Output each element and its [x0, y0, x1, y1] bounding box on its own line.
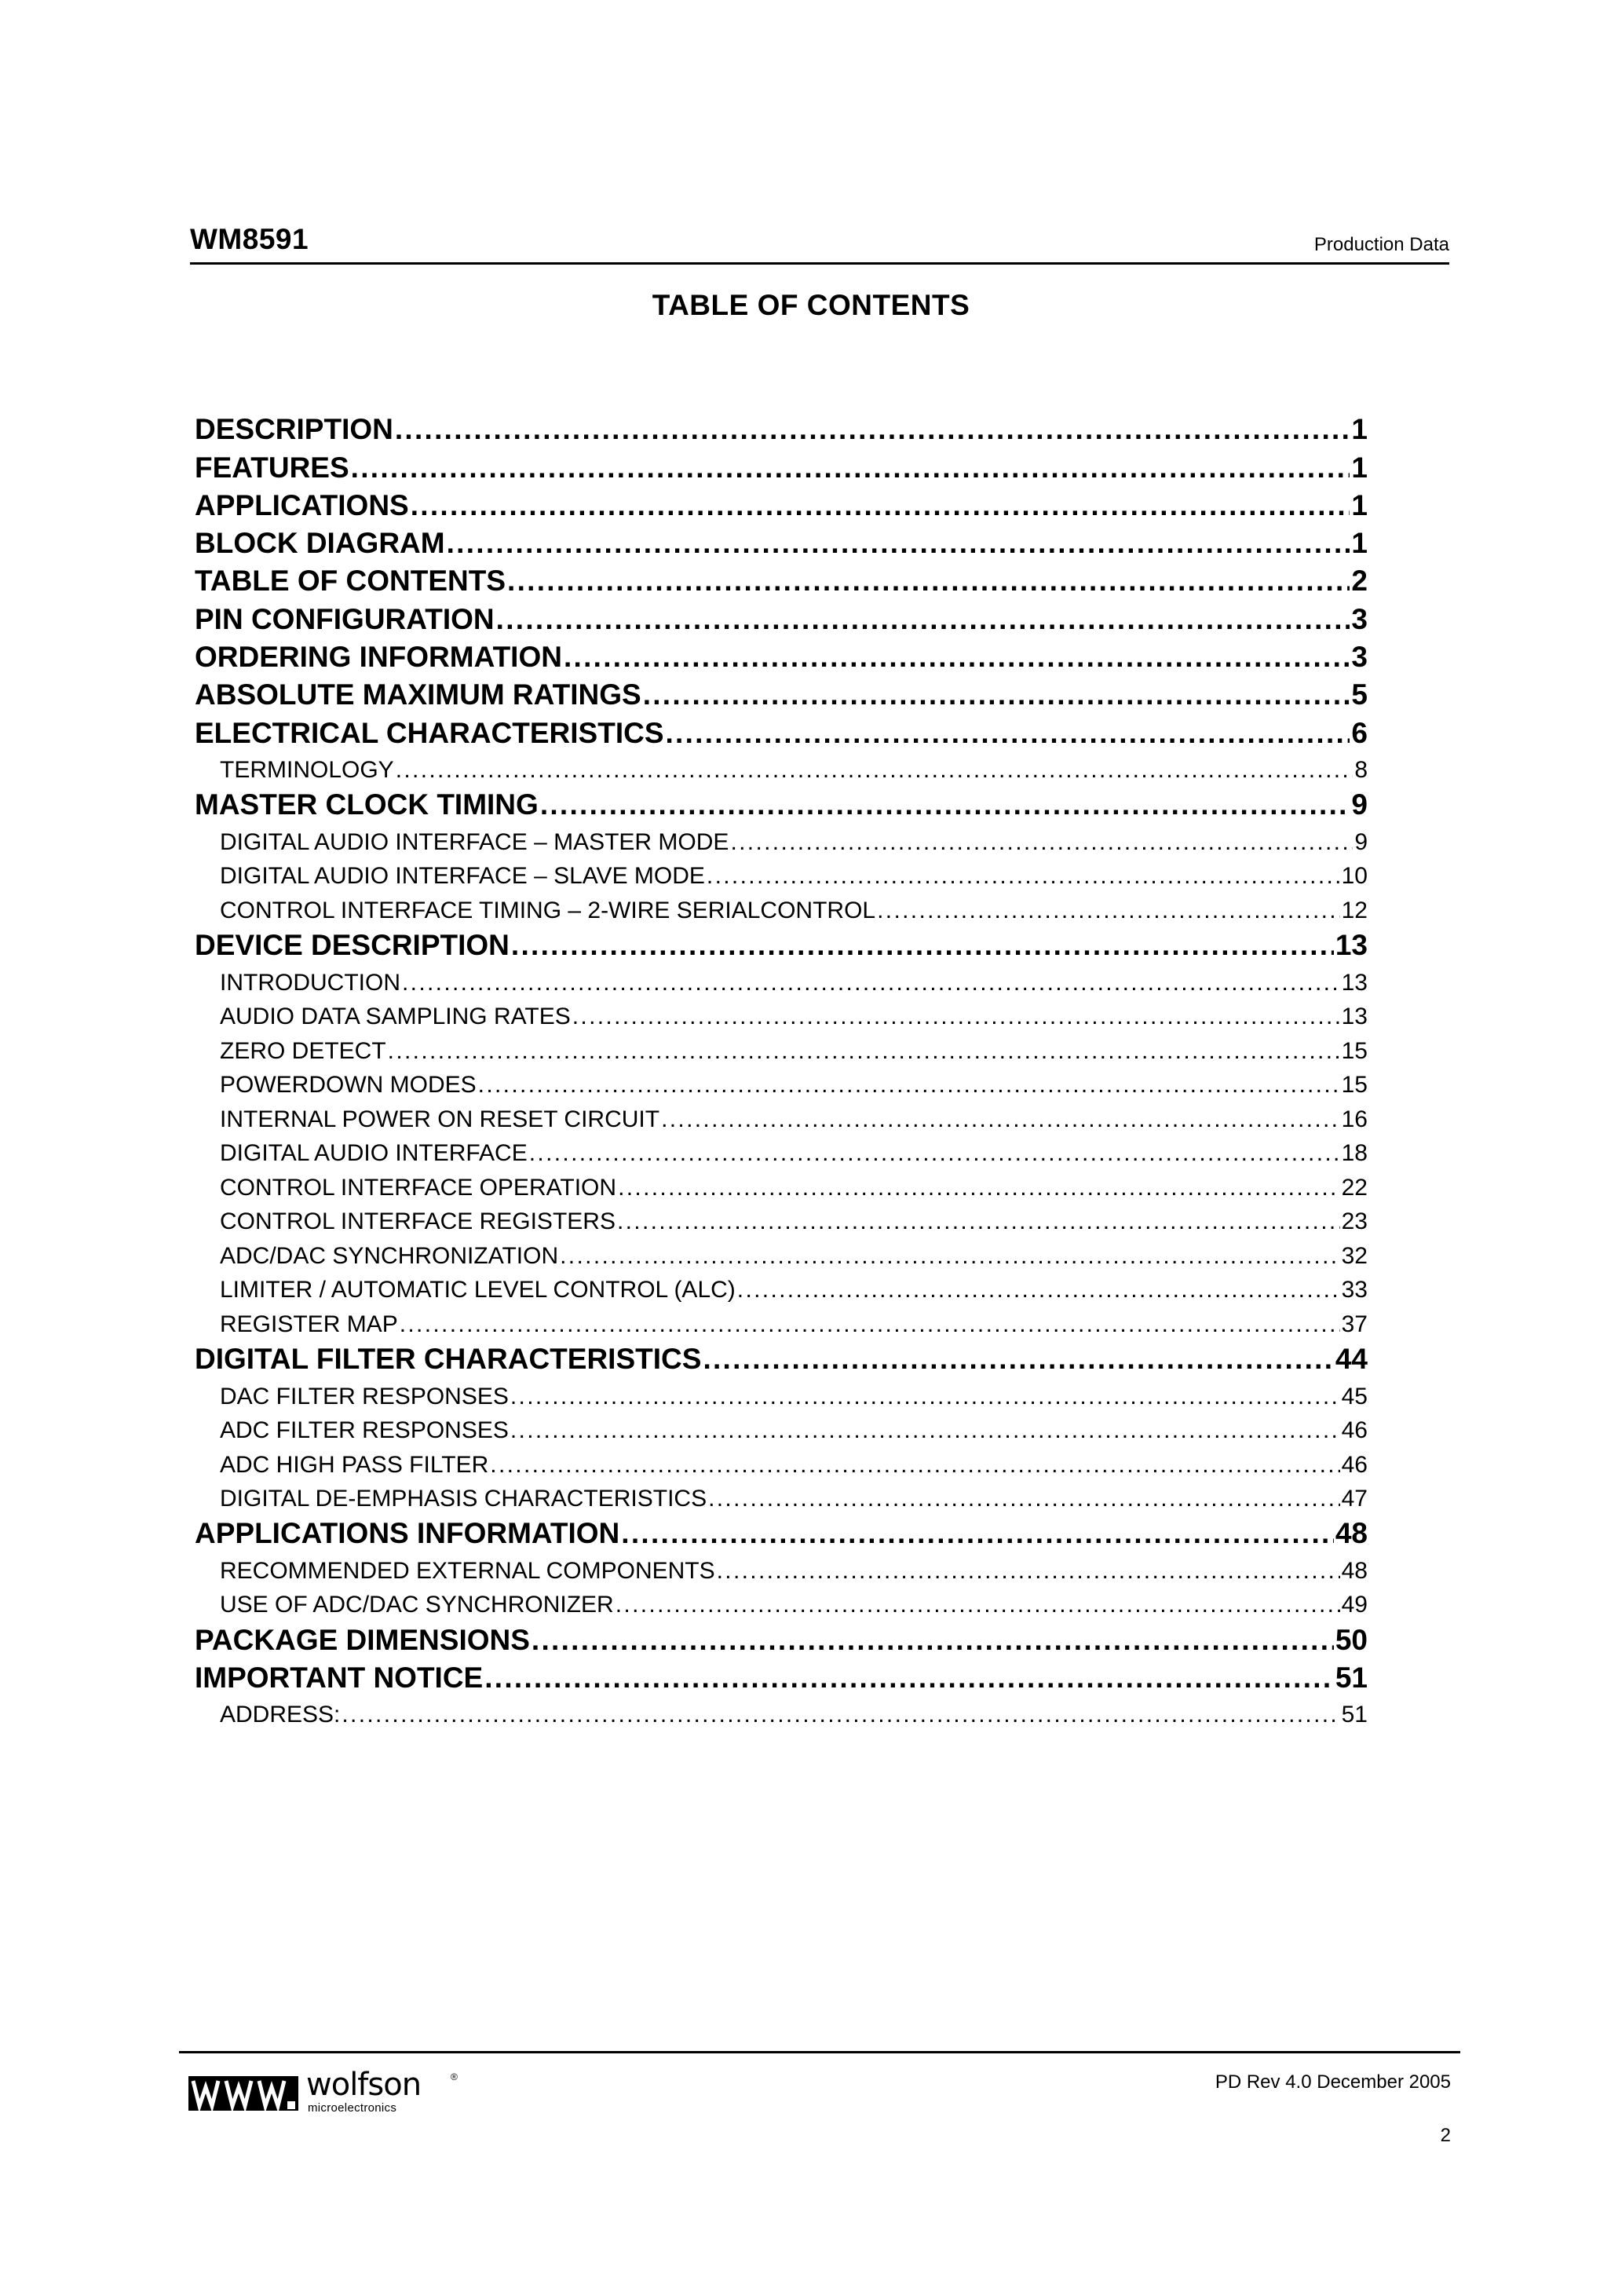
toc-dot-leader: [395, 413, 1350, 449]
toc-dot-leader: [540, 788, 1350, 824]
toc-dot-leader: [411, 489, 1350, 525]
toc-entry-title: ADDRESS:: [220, 1702, 341, 1728]
toc-subsection-entry[interactable]: [195, 1447, 1368, 1482]
toc-entry-title: INTERNAL POWER ON RESET CIRCUIT: [220, 1106, 660, 1132]
toc-dot-leader: [730, 829, 1353, 859]
footer-divider: [179, 2051, 1460, 2053]
toc-dot-leader: [342, 1702, 1339, 1731]
toc-subsection-entry[interactable]: [195, 1273, 1368, 1307]
toc-dot-leader: [496, 603, 1350, 639]
toc-entry-title: INTRODUCTION: [220, 969, 400, 996]
toc-entry-page: 8: [1354, 757, 1368, 784]
toc-dot-leader: [396, 757, 1353, 787]
toc-entry-title: RECOMMENDED EXTERNAL COMPONENTS: [220, 1557, 715, 1584]
toc-dot-leader: [666, 717, 1350, 753]
toc-entry-title: ADC HIGH PASS FILTER: [220, 1451, 489, 1478]
toc-entry-page: 9: [1354, 828, 1368, 855]
page-header: [190, 221, 1449, 265]
toc-dot-leader: [529, 1140, 1340, 1170]
toc-dot-leader: [478, 1072, 1340, 1102]
toc-subsection-entry[interactable]: [195, 1000, 1368, 1034]
toc-section-entry[interactable]: [195, 601, 1368, 638]
toc-subsection-entry[interactable]: [195, 1136, 1368, 1171]
toc-entry-title: CONTROL INTERFACE TIMING – 2-WIRE SERIALCONTROL: [220, 897, 876, 923]
toc-dot-leader: [877, 898, 1340, 927]
toc-entry-page: 45: [1341, 1383, 1368, 1409]
toc-dot-leader: [737, 1277, 1340, 1307]
toc-entry-page: 47: [1341, 1486, 1368, 1512]
toc-entry-title: FEATURES: [195, 451, 349, 484]
toc-entry-page: 3: [1351, 641, 1368, 674]
toc-entry-page: 48: [1341, 1557, 1368, 1584]
document-status: Production Data: [1313, 234, 1449, 255]
toc-section-entry[interactable]: [195, 787, 1368, 824]
toc-subsection-entry[interactable]: [195, 1588, 1368, 1622]
toc-section-entry[interactable]: [195, 715, 1368, 752]
toc-entry-page: 15: [1341, 1072, 1368, 1099]
toc-dot-leader: [708, 1486, 1340, 1515]
toc-entry-page: 5: [1351, 678, 1368, 711]
toc-entry-title: CONTROL INTERFACE REGISTERS: [220, 1208, 616, 1235]
toc-dot-leader: [616, 1592, 1340, 1621]
toc-section-entry[interactable]: [195, 639, 1368, 677]
toc-dot-leader: [484, 1662, 1334, 1698]
toc-subsection-entry[interactable]: [195, 824, 1368, 859]
toc-subsection-entry[interactable]: [195, 753, 1368, 788]
wolfson-logo: [188, 2067, 471, 2117]
toc-section-entry[interactable]: [195, 927, 1368, 965]
registered-mark-icon: ®: [451, 2071, 458, 2082]
toc-entry-title: DIGITAL AUDIO INTERFACE: [220, 1140, 528, 1167]
toc-dot-leader: [400, 1311, 1340, 1341]
toc-subsection-entry[interactable]: [195, 1205, 1368, 1239]
toc-subsection-entry[interactable]: [195, 1102, 1368, 1136]
toc-dot-leader: [532, 1624, 1334, 1660]
toc-entry-page: 9: [1351, 788, 1368, 821]
toc-dot-leader: [703, 1343, 1333, 1379]
toc-subsection-entry[interactable]: [195, 1482, 1368, 1516]
toc-entry-title: ADC FILTER RESPONSES: [220, 1417, 509, 1444]
document-id: WM8591: [190, 223, 309, 255]
toc-dot-leader: [510, 1384, 1340, 1413]
toc-entry-page: 23: [1341, 1208, 1368, 1235]
logo-wordmark: wolfson: [306, 2067, 422, 2103]
toc-entry-page: 44: [1335, 1343, 1368, 1376]
toc-dot-leader: [618, 1175, 1340, 1205]
toc-entry-title: AUDIO DATA SAMPLING RATES: [220, 1004, 571, 1030]
toc-entry-title: BLOCK DIAGRAM: [195, 527, 445, 560]
toc-entry-title: TABLE OF CONTENTS: [195, 565, 506, 598]
toc-entry-page: 32: [1341, 1242, 1368, 1269]
toc-subsection-entry[interactable]: [195, 893, 1368, 927]
toc-dot-leader: [490, 1452, 1339, 1482]
toc-dot-leader: [447, 527, 1350, 563]
toc-entry-page: 51: [1335, 1661, 1368, 1694]
toc-entry-page: 48: [1335, 1517, 1368, 1550]
wolfson-wave-icon: [188, 2070, 301, 2114]
toc-entry-title: ADC/DAC SYNCHRONIZATION: [220, 1242, 559, 1269]
toc-entry-title: USE OF ADC/DAC SYNCHRONIZER: [220, 1592, 614, 1618]
toc-entry-page: 13: [1335, 929, 1368, 962]
toc-entry-title: REGISTER MAP: [220, 1311, 398, 1337]
toc-entry-title: ZERO DETECT: [220, 1037, 386, 1064]
toc-dot-leader: [643, 678, 1350, 715]
page-title: TABLE OF CONTENTS: [652, 289, 970, 321]
toc-subsection-entry[interactable]: [195, 1033, 1368, 1068]
toc-entry-title: LIMITER / AUTOMATIC LEVEL CONTROL (ALC): [220, 1277, 736, 1303]
logo-subtitle: microelectronics: [308, 2101, 397, 2115]
toc-subsection-entry[interactable]: [195, 1413, 1368, 1448]
toc-dot-leader: [507, 565, 1350, 601]
toc-entry-title: APPLICATIONS: [195, 488, 409, 521]
toc-entry-title: ORDERING INFORMATION: [195, 641, 562, 674]
toc-section-entry[interactable]: [195, 677, 1368, 715]
toc-entry-title: MASTER CLOCK TIMING: [195, 788, 539, 821]
toc-dot-leader: [621, 1517, 1334, 1553]
table-of-contents: [195, 411, 1368, 1731]
toc-entry-page: 1: [1351, 451, 1368, 484]
toc-subsection-entry[interactable]: [195, 1698, 1368, 1732]
toc-entry-page: 1: [1351, 488, 1368, 521]
toc-entry-title: APPLICATIONS INFORMATION: [195, 1517, 620, 1550]
toc-entry-page: 15: [1341, 1037, 1368, 1064]
toc-entry-page: 22: [1341, 1174, 1368, 1201]
toc-entry-page: 46: [1341, 1417, 1368, 1444]
toc-entry-title: DIGITAL FILTER CHARACTERISTICS: [195, 1343, 702, 1376]
toc-dot-leader: [661, 1106, 1340, 1136]
toc-entry-page: 10: [1341, 863, 1368, 890]
toc-entry-page: 1: [1351, 413, 1368, 446]
revision-info: PD Rev 4.0 December 2005: [1215, 2071, 1451, 2093]
toc-entry-page: 46: [1341, 1451, 1368, 1478]
toc-section-entry[interactable]: [195, 1515, 1368, 1553]
toc-entry-title: DAC FILTER RESPONSES: [220, 1383, 509, 1409]
toc-dot-leader: [707, 863, 1340, 893]
toc-subsection-entry[interactable]: [195, 1170, 1368, 1205]
toc-entry-title: DEVICE DESCRIPTION: [195, 929, 510, 962]
toc-entry-title: PIN CONFIGURATION: [195, 602, 495, 635]
toc-entry-page: 6: [1351, 716, 1368, 749]
toc-section-entry[interactable]: [195, 1621, 1368, 1659]
toc-section-entry[interactable]: [195, 1341, 1368, 1379]
toc-entry-title: DIGITAL AUDIO INTERFACE – SLAVE MODE: [220, 863, 705, 890]
toc-section-entry[interactable]: [195, 525, 1368, 563]
toc-subsection-entry[interactable]: [195, 1553, 1368, 1588]
toc-section-entry[interactable]: [195, 449, 1368, 487]
toc-subsection-entry[interactable]: [195, 1379, 1368, 1413]
toc-dot-leader: [402, 970, 1340, 1000]
toc-entry-page: 3: [1351, 602, 1368, 635]
toc-dot-leader: [351, 452, 1350, 488]
toc-dot-leader: [572, 1004, 1340, 1033]
toc-entry-title: DIGITAL AUDIO INTERFACE – MASTER MODE: [220, 828, 729, 855]
toc-entry-page: 12: [1341, 897, 1368, 923]
toc-section-entry[interactable]: [195, 563, 1368, 601]
toc-entry-title: IMPORTANT NOTICE: [195, 1661, 484, 1694]
toc-entry-page: 13: [1341, 1004, 1368, 1030]
toc-dot-leader: [511, 929, 1334, 965]
toc-dot-leader: [510, 1417, 1340, 1447]
toc-subsection-entry[interactable]: [195, 965, 1368, 1000]
toc-section-entry[interactable]: [195, 1660, 1368, 1698]
toc-entry-title: ELECTRICAL CHARACTERISTICS: [195, 716, 664, 749]
toc-dot-leader: [617, 1208, 1340, 1238]
toc-subsection-entry[interactable]: [195, 1068, 1368, 1102]
toc-entry-page: 49: [1341, 1592, 1368, 1618]
toc-entry-page: 18: [1341, 1140, 1368, 1167]
toc-subsection-entry[interactable]: [195, 1307, 1368, 1341]
toc-section-entry[interactable]: [195, 488, 1368, 525]
toc-entry-page: 50: [1335, 1623, 1368, 1656]
toc-entry-page: 2: [1351, 565, 1368, 598]
toc-entry-page: 37: [1341, 1311, 1368, 1337]
toc-entry-page: 51: [1341, 1702, 1368, 1728]
toc-entry-title: TERMINOLOGY: [220, 757, 394, 784]
toc-entry-page: 13: [1341, 969, 1368, 996]
toc-entry-title: DIGITAL DE-EMPHASIS CHARACTERISTICS: [220, 1486, 707, 1512]
toc-entry-page: 16: [1341, 1106, 1368, 1132]
toc-dot-leader: [388, 1038, 1340, 1068]
toc-entry-title: DESCRIPTION: [195, 413, 393, 446]
toc-dot-leader: [564, 641, 1350, 677]
toc-entry-title: CONTROL INTERFACE OPERATION: [220, 1174, 617, 1201]
toc-subsection-entry[interactable]: [195, 859, 1368, 894]
toc-entry-title: ABSOLUTE MAXIMUM RATINGS: [195, 678, 641, 711]
toc-dot-leader: [560, 1243, 1339, 1273]
toc-entry-page: 1: [1351, 527, 1368, 560]
toc-entry-page: 33: [1341, 1277, 1368, 1303]
page-number: 2: [1440, 2125, 1451, 2146]
toc-subsection-entry[interactable]: [195, 1238, 1368, 1273]
toc-section-entry[interactable]: [195, 411, 1368, 449]
toc-entry-title: POWERDOWN MODES: [220, 1072, 477, 1099]
toc-entry-title: PACKAGE DIMENSIONS: [195, 1623, 530, 1656]
toc-dot-leader: [717, 1558, 1340, 1588]
